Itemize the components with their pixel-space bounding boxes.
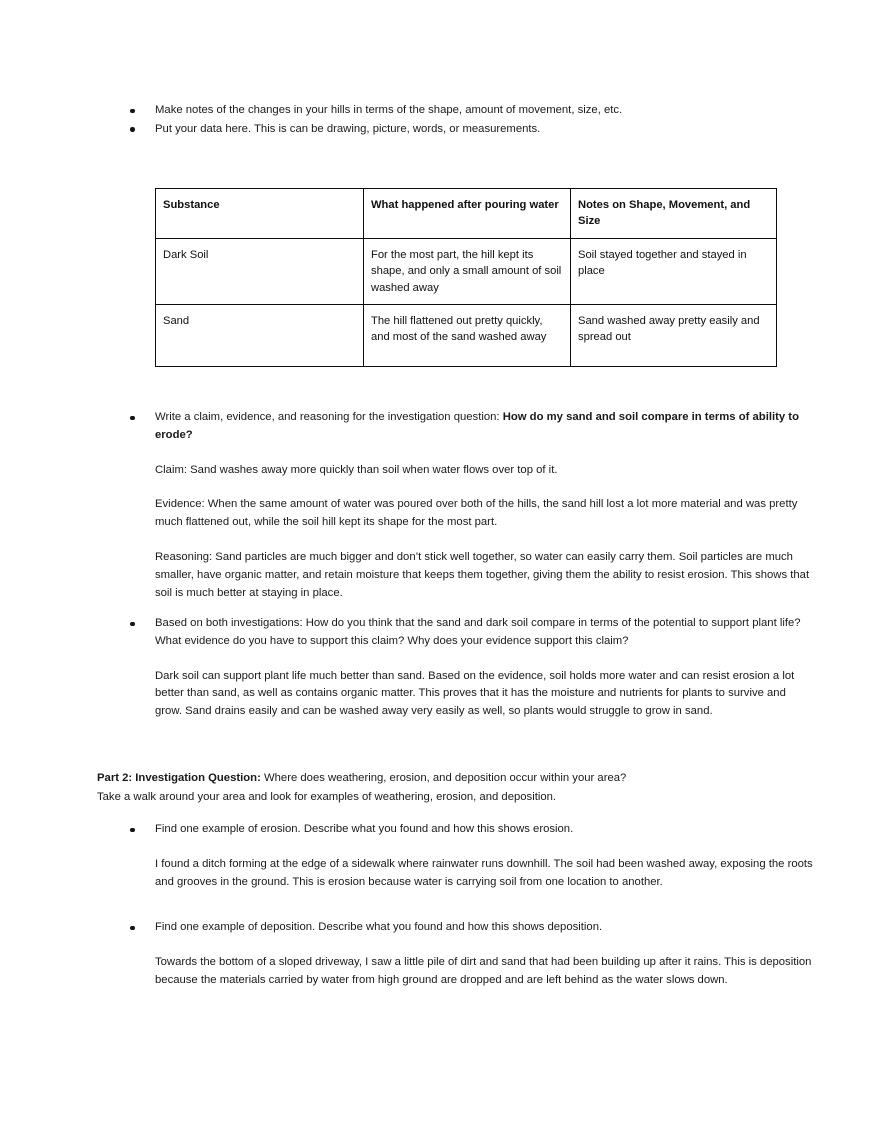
erosion-prompt: Find one example of erosion. Describe what you found and how this shows erosion. bbox=[121, 821, 821, 839]
part2-heading bbox=[97, 769, 817, 806]
cell-notes: Sand washed away pretty easily and spread out bbox=[571, 305, 777, 367]
column-header-what-happened: What happened after pouring water bbox=[364, 189, 571, 239]
erosion-answer: I found a ditch forming at the edge of a sidewalk where rainwater runs downhill. The soil had been washed away, exposing the roots and grooves in the ground. This is erosion because water is carrying soil from one location to another. bbox=[155, 857, 813, 888]
part2-list bbox=[121, 821, 821, 990]
table-row bbox=[156, 238, 777, 304]
cell-what-happened: For the most part, the hill kept its shape, and only a small amount of soil washed away bbox=[364, 238, 571, 304]
cer-prompt-lead: Write a claim, evidence, and reasoning for the investigation question: bbox=[155, 411, 503, 423]
observation-data-table bbox=[155, 188, 776, 367]
cer-section bbox=[121, 409, 821, 602]
deposition-group bbox=[121, 919, 821, 989]
list-item: Make notes of the changes in your hills in terms of the shape, amount of movement, size, etc. bbox=[121, 102, 821, 120]
cell-what-happened: The hill flattened out pretty quickly, and most of the sand washed away bbox=[364, 305, 571, 367]
cell-substance: Sand bbox=[156, 305, 364, 367]
erosion-group bbox=[121, 821, 821, 891]
plant-life-prompt: Based on both investigations: How do you think that the sand and dark soil compare in terms of the potential to support plant life? What evidence do you have to support this claim? Why does your evidence support this claim? bbox=[121, 615, 821, 651]
deposition-prompt: Find one example of deposition. Describe what you found and how this shows deposition. bbox=[121, 919, 821, 937]
cer-claim: Claim: Sand washes away more quickly than soil when water flows over top of it. bbox=[155, 463, 558, 476]
column-header-notes: Notes on Shape, Movement, and Size bbox=[571, 189, 777, 239]
table-row bbox=[156, 305, 777, 367]
plant-life-answer: Dark soil can support plant life much better than sand. Based on the evidence, soil holds more water and can resist erosion a lot better than sand, as well as contains organic matter. This proves that it has the moisture and nutrients for plants to survive and grow. Sand drains easily and can be washed away very easily as well, so plants would struggle to grow in sand. bbox=[155, 669, 795, 718]
table-header-row bbox=[156, 189, 777, 239]
cer-prompt bbox=[121, 409, 815, 445]
deposition-answer: Towards the bottom of a sloped driveway, I saw a little pile of dirt and sand that had been building up after it rains. This is deposition because the materials carried by water from high ground are dropped and are left behind as the water slows down. bbox=[155, 956, 812, 986]
part2-label: Part 2: Investigation Question: bbox=[97, 772, 261, 784]
cer-investigation-question: How do my sand and soil compare in terms of ability to erode? bbox=[155, 411, 799, 441]
cer-evidence: Evidence: When the same amount of water was poured over both of the hills, the sand hill lost a lot more material and was pretty much flattened out, while the soil hill kept its shape for the most part. bbox=[155, 498, 798, 529]
plant-life-section bbox=[121, 615, 821, 721]
part2-question: Where does weathering, erosion, and deposition occur within your area? bbox=[260, 772, 627, 784]
cer-reasoning: Reasoning: Sand particles are much bigger and don’t stick well together, so water can easily carry them. Soil particles are much smaller, have organic matter, and retain moisture that keeps them together, giving them the ability to resist erosion. This shows that soil is much better at staying in place. bbox=[155, 550, 810, 599]
cell-notes: Soil stayed together and stayed in place bbox=[571, 238, 777, 304]
list-item: Put your data here. This is can be drawing, picture, words, or measurements. bbox=[121, 121, 821, 139]
cell-substance: Dark Soil bbox=[156, 238, 364, 304]
intro-bullet-list bbox=[121, 102, 821, 139]
part2-instruction: Take a walk around your area and look for examples of weathering, erosion, and deposition. bbox=[97, 790, 557, 803]
column-header-substance: Substance bbox=[156, 189, 364, 239]
